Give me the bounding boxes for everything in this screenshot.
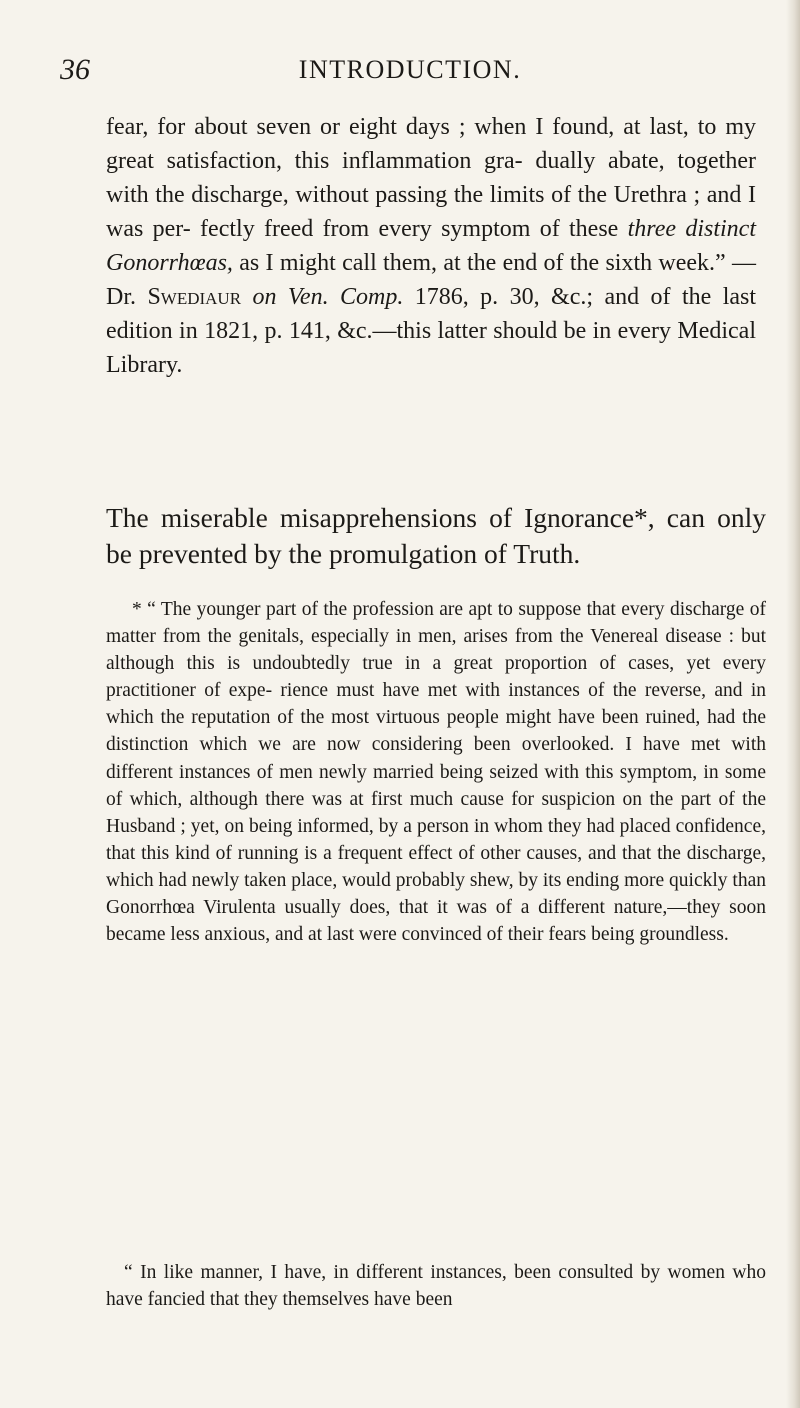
author-name: Swediaur	[147, 284, 242, 310]
page-edge-shadow	[786, 0, 800, 1408]
running-title: INTRODUCTION.	[298, 55, 522, 84]
headline-statement: The miserable misapprehensions of Ignorance*, can only be prevented by the promulgation of Truth.	[106, 502, 766, 569]
body-paragraph	[106, 110, 756, 382]
footnote-paragraph-1: * “ The younger part of the profession are apt to suppose that every discharge of matter from the genitals, especially in men, arises from the Venereal disease : but although this is undoubtedly true in a great proportion of cases, yet every practitioner of expe- rience must have met with instances of the reverse, and in which the reputation of the most virtuous people might have been ruined, had the distinction which we are now considering been overlooked. I have met with different instances of men newly married being seized with this symptom, in some of which, although there was at first much cause for suspicion on the part of the Husband ; yet, on being informed, by a person in whom they had placed confidence, that this kind of running is a frequent effect of other causes, and that the discharge, which had newly taken place, would probably shew, by its ending more quickly than Gonorrhœa Virulenta usually does, that it was of a different nature,—they soon became less anxious, and at last were convinced of their fears being groundless.	[106, 599, 766, 946]
footnote-paragraph-2: “ In like manner, I have, in different instances, been consulted by women who have fancied that they themselves have been	[106, 1262, 766, 1311]
page-number: 36	[60, 53, 90, 86]
body-text-b: as I might call them, at the end of the sixth week.” — Dr.	[106, 250, 756, 310]
body-italic-term: three distinct Gonorrhœas,	[106, 216, 757, 276]
running-head	[60, 50, 760, 90]
body-text-c	[241, 284, 252, 310]
source-title: on Ven. Comp.	[252, 284, 404, 310]
body-text-d: 1786, p. 30, &c.; and of the last edition in 1821, p. 141, &c.—this latter should be in every Medical Library.	[106, 284, 757, 378]
body-text-a: fear, for about seven or eight days ; when I found, at last, to my great satisfaction, this inflammation gra- dually abate, together with the discharge, without passing the limits of the Urethra ; and I was per- fectly freed from every symptom of these	[106, 114, 756, 242]
